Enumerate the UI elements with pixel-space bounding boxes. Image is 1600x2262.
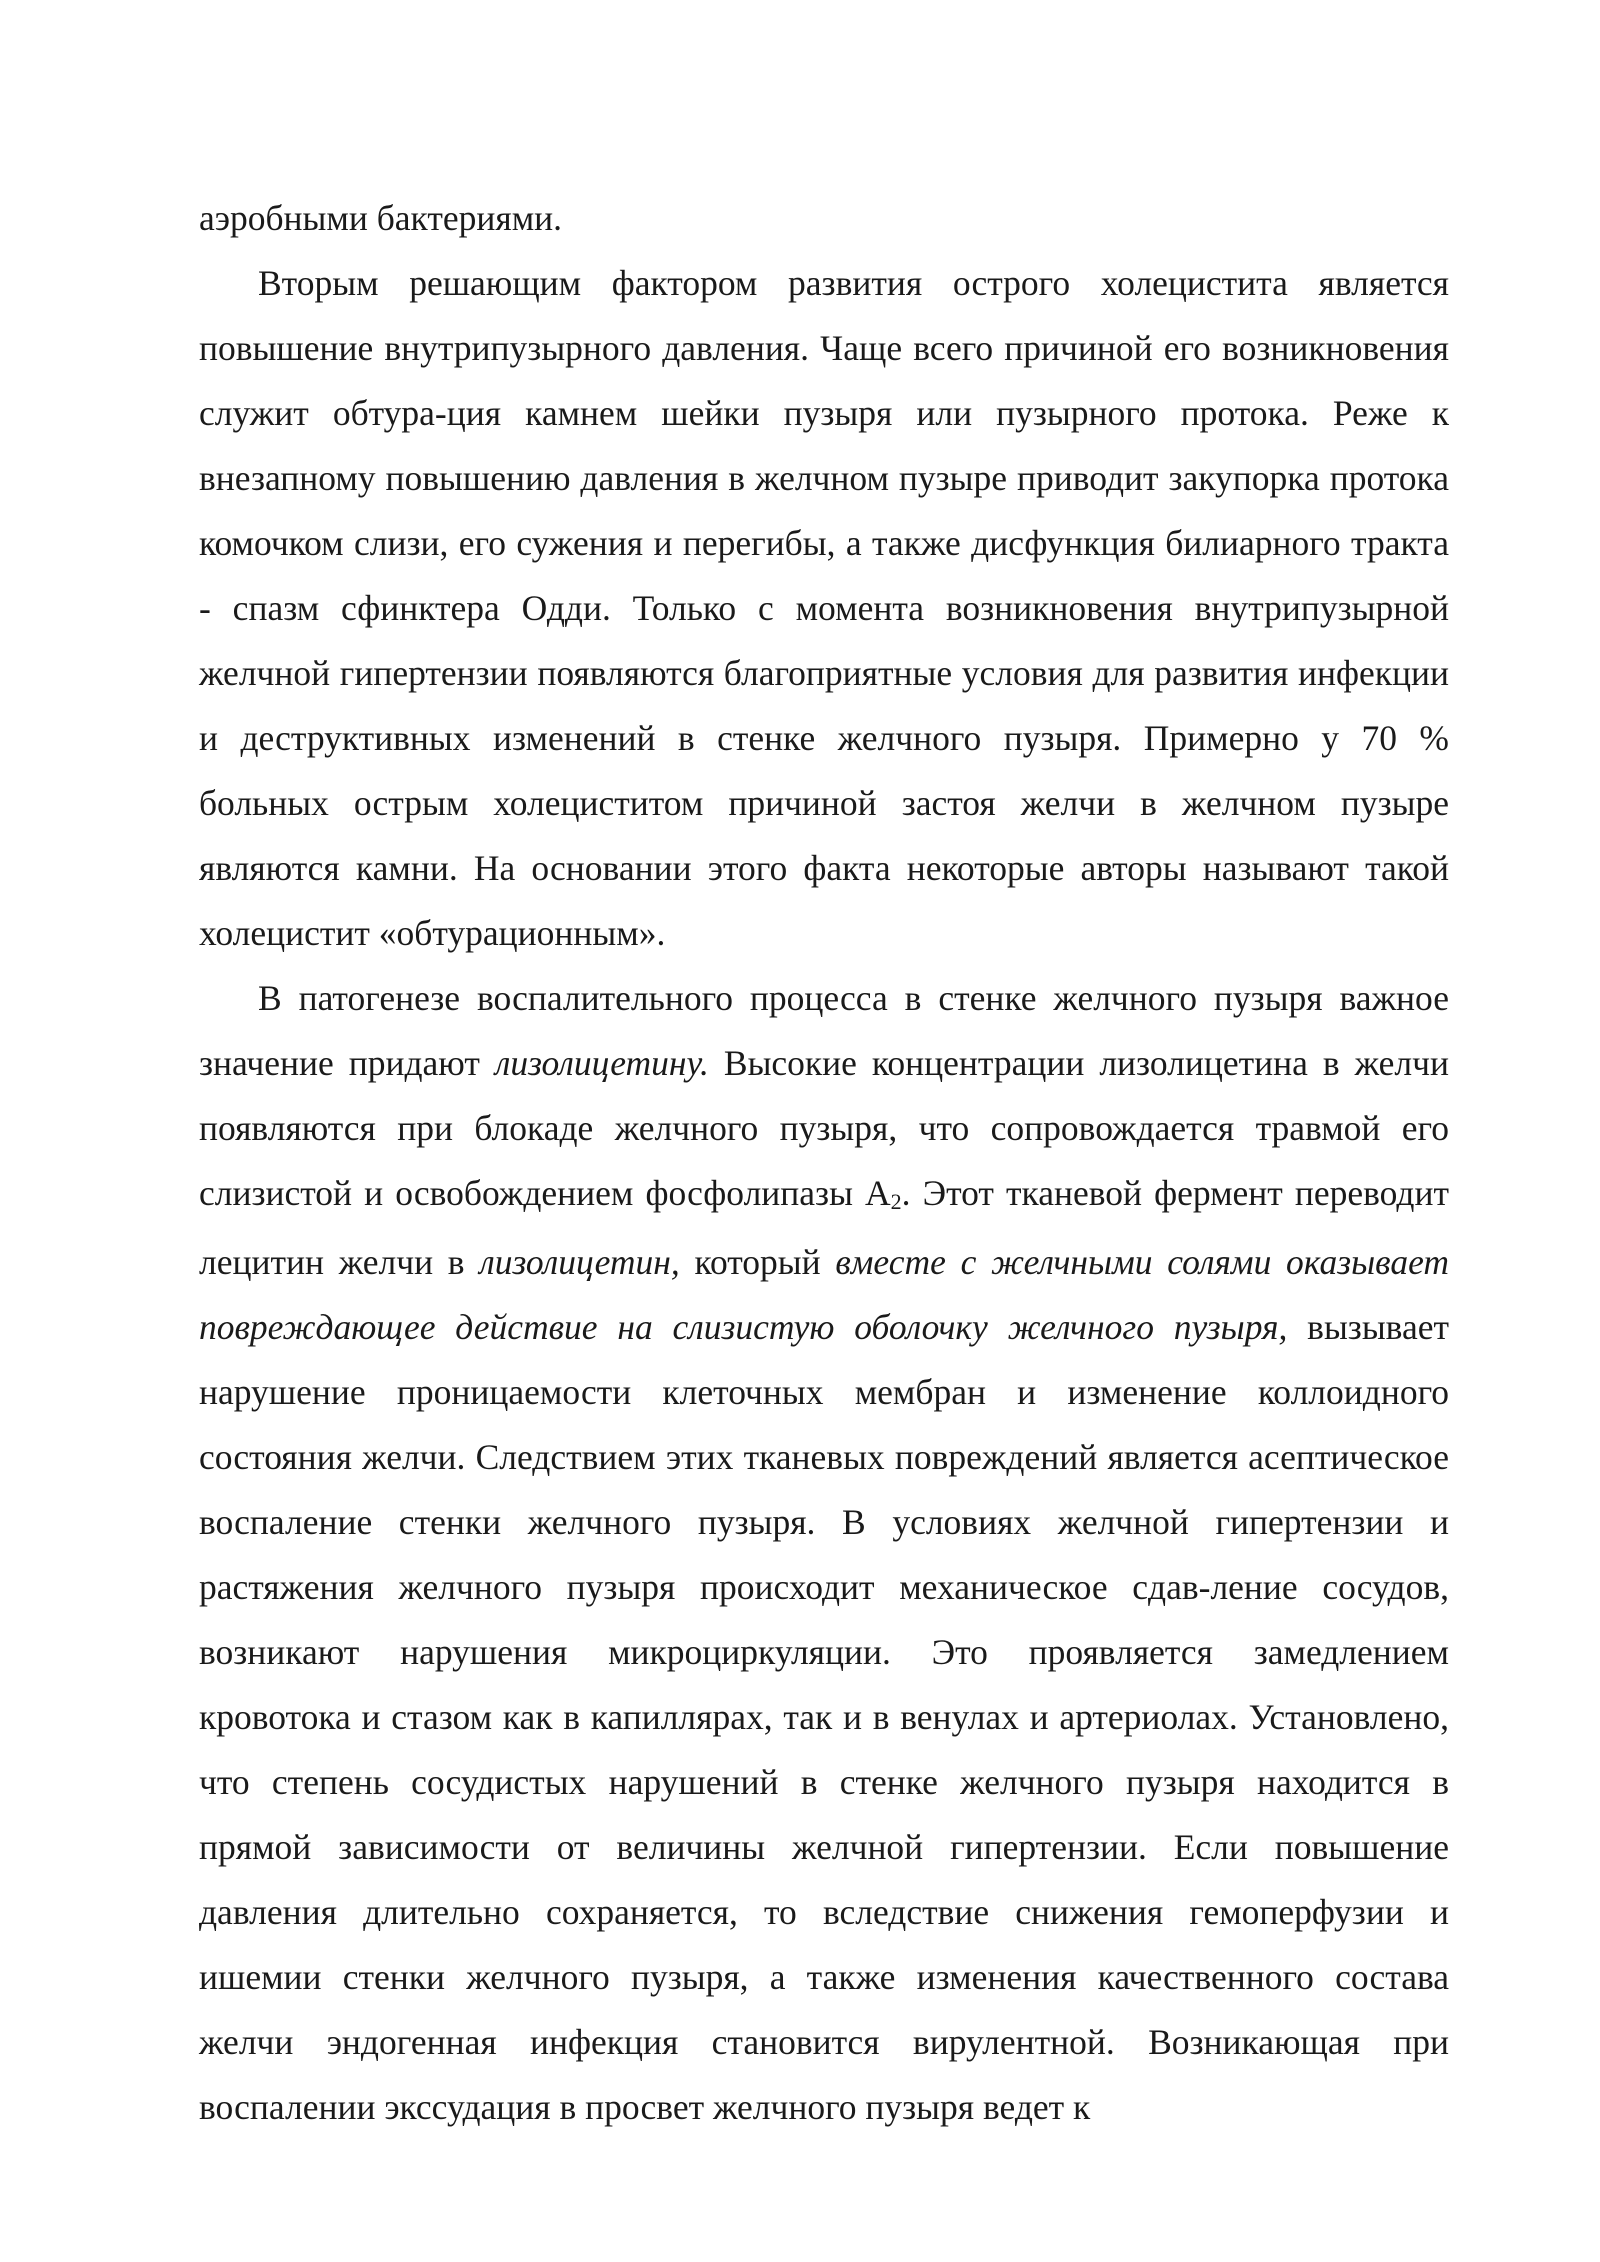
paragraph-3-run-1: В патогенезе воспалительного процесса в стенке желчного пузыря важное значение придают — [199, 978, 1449, 1083]
paragraph-3-run-3: Высокие концентрации лизолицетина в желчи появляются при блокаде желчного пузыря, что сопровождается травмой его слизистой и освобождением фосфолипазы А — [199, 1043, 1450, 1213]
paragraph-2-run-1: Вторым решающим фактором развития острого холецистита является повышение внутрипузырного давления. Чаще всего причиной его возникновения служит обтура-ция камнем шейки пузыря или пузырного протока. Реже к внезапному повышению давления в желчном пузыре приводит закупорка протока комочком слизи, его сужения и перегибы, а также дисфункция билиарного тракта - спазм сфинктера Одди. Только с момента возникновения внутрипузырной желчной гипертензии появляются благоприятные условия для развития инфекции и деструктивных изменений в стенке желчного пузыря. Примерно у 70 % больных острым холециститом причиной застоя желчи в желчном пузыре являются камни. На основании этого факта некоторые авторы называют такой холецистит «обтурационным». — [199, 263, 1449, 953]
italic-phrase-damaging-action: вместе с желчными солями оказывает повреждающее действие на слизистую оболочку желчного пузыря, — [199, 1242, 1450, 1347]
paragraph-3-run-7: который — [679, 1242, 836, 1282]
paragraph-3 — [199, 966, 1449, 2140]
paragraph-1 — [199, 186, 1449, 251]
italic-term-lysolecithin-1: лизолицетину. — [494, 1043, 709, 1083]
subscript-2: 2 — [890, 1188, 902, 1214]
paragraph-2 — [199, 251, 1449, 966]
italic-term-lysolecithin-2: лизолицетин, — [479, 1242, 680, 1282]
document-body — [199, 186, 1449, 2140]
paragraph-1-run-1: аэробными бактериями. — [199, 198, 563, 238]
paragraph-3-run-9: вызывает нарушение проницаемости клеточных мембран и изменение коллоидного состояния желчи. Следствием этих тканевых повреждений является асептическое воспаление стенки желчного пузыря. В условиях желчной гипертензии и растяжения желчного пузыря происходит механическое сдав-ление сосудов, возникают нарушения микроциркуляции. Это проявляется замедлением кровотока и стазом как в капиллярах, так и в венулах и артериолах. Установлено, что степень сосудистых нарушений в стенке желчного пузыря находится в прямой зависимости от величины желчной гипертензии. Если повышение давления длительно сохраняется, то вследствие снижения гемоперфузии и ишемии стенки желчного пузыря, а также изменения качественного состава желчи эндогенная инфекция становится вирулентной. Возникающая при воспалении экссудация в просвет желчного пузыря ведет к — [199, 1307, 1449, 2127]
paragraph-3-run-5: . Этот тканевой фермент переводит лецитин желчи в — [199, 1173, 1449, 1282]
